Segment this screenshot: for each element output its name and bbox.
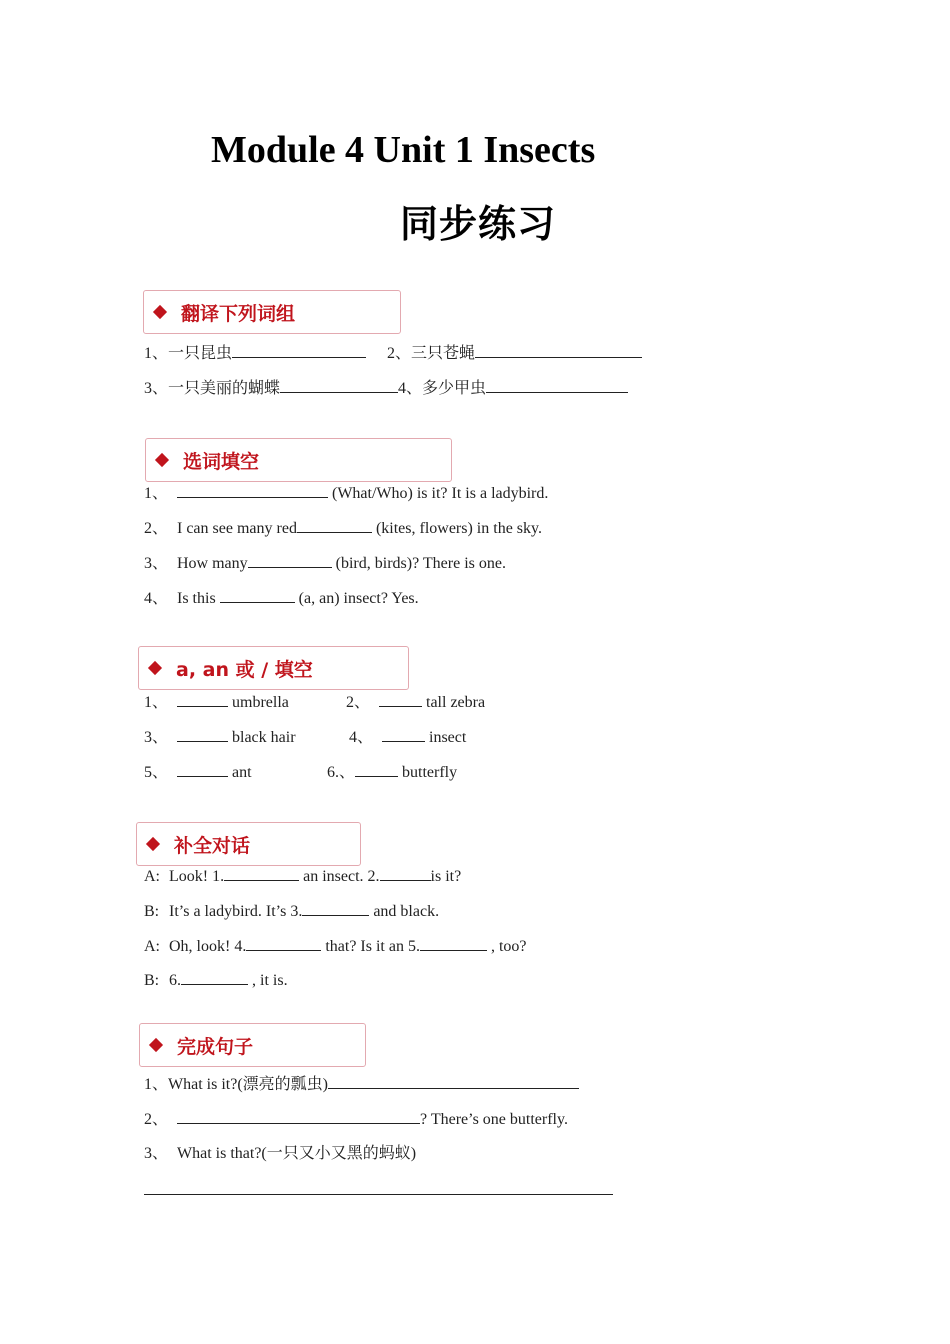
answer-blank[interactable] [246, 936, 321, 951]
item-number: 6.、 [327, 764, 356, 781]
answer-line[interactable] [144, 1194, 613, 1195]
item-text: Oh, look! 4. [169, 938, 247, 955]
exercise-line [144, 588, 419, 609]
answer-blank[interactable] [280, 378, 398, 393]
diamond-bullet-icon [148, 661, 162, 675]
item-text: (bird, birds)? There is one. [331, 555, 506, 572]
item-text: 一只昆虫 [168, 345, 233, 362]
section-header-complete-sentences [139, 1023, 366, 1067]
item-number: 4、 [398, 380, 423, 397]
item-number: 2、 [346, 694, 371, 711]
exercise-line [144, 1109, 568, 1130]
section-label: a, an 或 / 填空 [176, 658, 313, 681]
exercise-line [144, 518, 542, 539]
item-text: is it? [430, 868, 462, 885]
exercise-line [387, 343, 642, 364]
item-text: , it is. [248, 972, 288, 989]
item-number: 4、 [144, 590, 169, 607]
exercise-line [346, 692, 485, 713]
exercise-line [144, 343, 366, 364]
answer-blank[interactable] [355, 762, 398, 777]
answer-blank[interactable] [177, 483, 328, 498]
section-label: 完成句子 [177, 1035, 254, 1058]
exercise-line [144, 483, 548, 504]
item-text: 一只美丽的蝴蝶 [168, 380, 281, 397]
item-text: black hair [228, 729, 296, 746]
answer-blank[interactable] [328, 1074, 579, 1089]
item-text: that? Is it an 5. [321, 938, 420, 955]
item-number: 4、 [349, 729, 374, 746]
section-label: 翻译下列词组 [181, 302, 296, 325]
speaker-label: B: [144, 972, 160, 989]
speaker-label: B: [144, 903, 160, 920]
dialogue-line [144, 901, 439, 922]
item-number: 1、 [144, 345, 169, 362]
item-text: (What/Who) is it? It is a ladybird. [328, 485, 549, 502]
item-text: , too? [486, 938, 527, 955]
item-text: and black. [369, 903, 440, 920]
item-number: 3、 [144, 1145, 169, 1162]
section-label: 选词填空 [183, 450, 260, 473]
dialogue-line [144, 970, 288, 991]
exercise-line [144, 762, 252, 783]
answer-blank[interactable] [177, 727, 228, 742]
answer-blank[interactable] [382, 727, 425, 742]
exercise-line [144, 378, 628, 399]
item-text: It’s a ladybird. It’s 3. [169, 903, 303, 920]
item-text: 多少甲虫 [422, 380, 487, 397]
speaker-label: A: [144, 868, 160, 885]
answer-blank[interactable] [181, 970, 248, 985]
item-text: ? There’s one butterfly. [420, 1111, 568, 1128]
answer-blank[interactable] [177, 692, 228, 707]
page-subtitle: 同步练习 [400, 202, 557, 246]
exercise-line [144, 1074, 579, 1095]
section-label: 补全对话 [174, 834, 251, 857]
answer-blank[interactable] [379, 692, 422, 707]
answer-blank[interactable] [475, 343, 642, 358]
answer-blank[interactable] [224, 866, 299, 881]
speaker-label: A: [144, 938, 160, 955]
section-header-choose-word [145, 438, 452, 482]
answer-blank[interactable] [380, 866, 431, 881]
item-text: (kites, flowers) in the sky. [371, 520, 542, 537]
exercise-line [144, 1144, 416, 1164]
item-number: 2、 [387, 345, 412, 362]
exercise-line [327, 762, 457, 783]
item-text: 6. [169, 972, 181, 989]
item-number: 1、 [144, 1076, 169, 1093]
page-title: Module 4 Unit 1 Insects [211, 129, 596, 171]
section-header-translate [143, 290, 401, 334]
answer-blank[interactable] [177, 1109, 420, 1124]
diamond-bullet-icon [149, 1038, 163, 1052]
item-number: 3、 [144, 555, 169, 572]
section-header-articles [138, 646, 409, 690]
answer-blank[interactable] [177, 762, 228, 777]
diamond-bullet-icon [153, 305, 167, 319]
item-text: ant [228, 764, 252, 781]
answer-blank[interactable] [420, 936, 487, 951]
section-header-dialogue [136, 822, 361, 866]
exercise-line [144, 553, 506, 574]
item-text: Is this [177, 590, 220, 607]
diamond-bullet-icon [146, 837, 160, 851]
item-text: How many [177, 555, 248, 572]
answer-blank[interactable] [220, 588, 295, 603]
answer-blank[interactable] [302, 901, 369, 916]
item-number: 2、 [144, 520, 169, 537]
exercise-line [144, 727, 296, 748]
item-text: 三只苍蝇 [411, 345, 476, 362]
item-number: 3、 [144, 380, 169, 397]
item-text: What is that?(一只又小又黑的蚂蚁) [177, 1145, 417, 1162]
item-number: 2、 [144, 1111, 169, 1128]
dialogue-line [144, 866, 461, 887]
answer-blank[interactable] [486, 378, 628, 393]
item-text: butterfly [398, 764, 458, 781]
item-text: an insect. 2. [299, 868, 380, 885]
item-text: What is it?(漂亮的瓢虫) [168, 1076, 328, 1093]
item-number: 1、 [144, 485, 169, 502]
dialogue-line [144, 936, 527, 957]
item-text: tall zebra [422, 694, 486, 711]
exercise-line [349, 727, 466, 748]
item-number: 5、 [144, 764, 169, 781]
diamond-bullet-icon [155, 453, 169, 467]
item-text: umbrella [228, 694, 289, 711]
item-text: insect [425, 729, 467, 746]
answer-blank[interactable] [297, 518, 372, 533]
item-number: 3、 [144, 729, 169, 746]
answer-blank[interactable] [248, 553, 332, 568]
exercise-line [144, 692, 289, 713]
item-number: 1、 [144, 694, 169, 711]
item-text: Look! 1. [169, 868, 225, 885]
answer-blank[interactable] [232, 343, 366, 358]
item-text: (a, an) insect? Yes. [294, 590, 419, 607]
item-text: I can see many red [177, 520, 297, 537]
